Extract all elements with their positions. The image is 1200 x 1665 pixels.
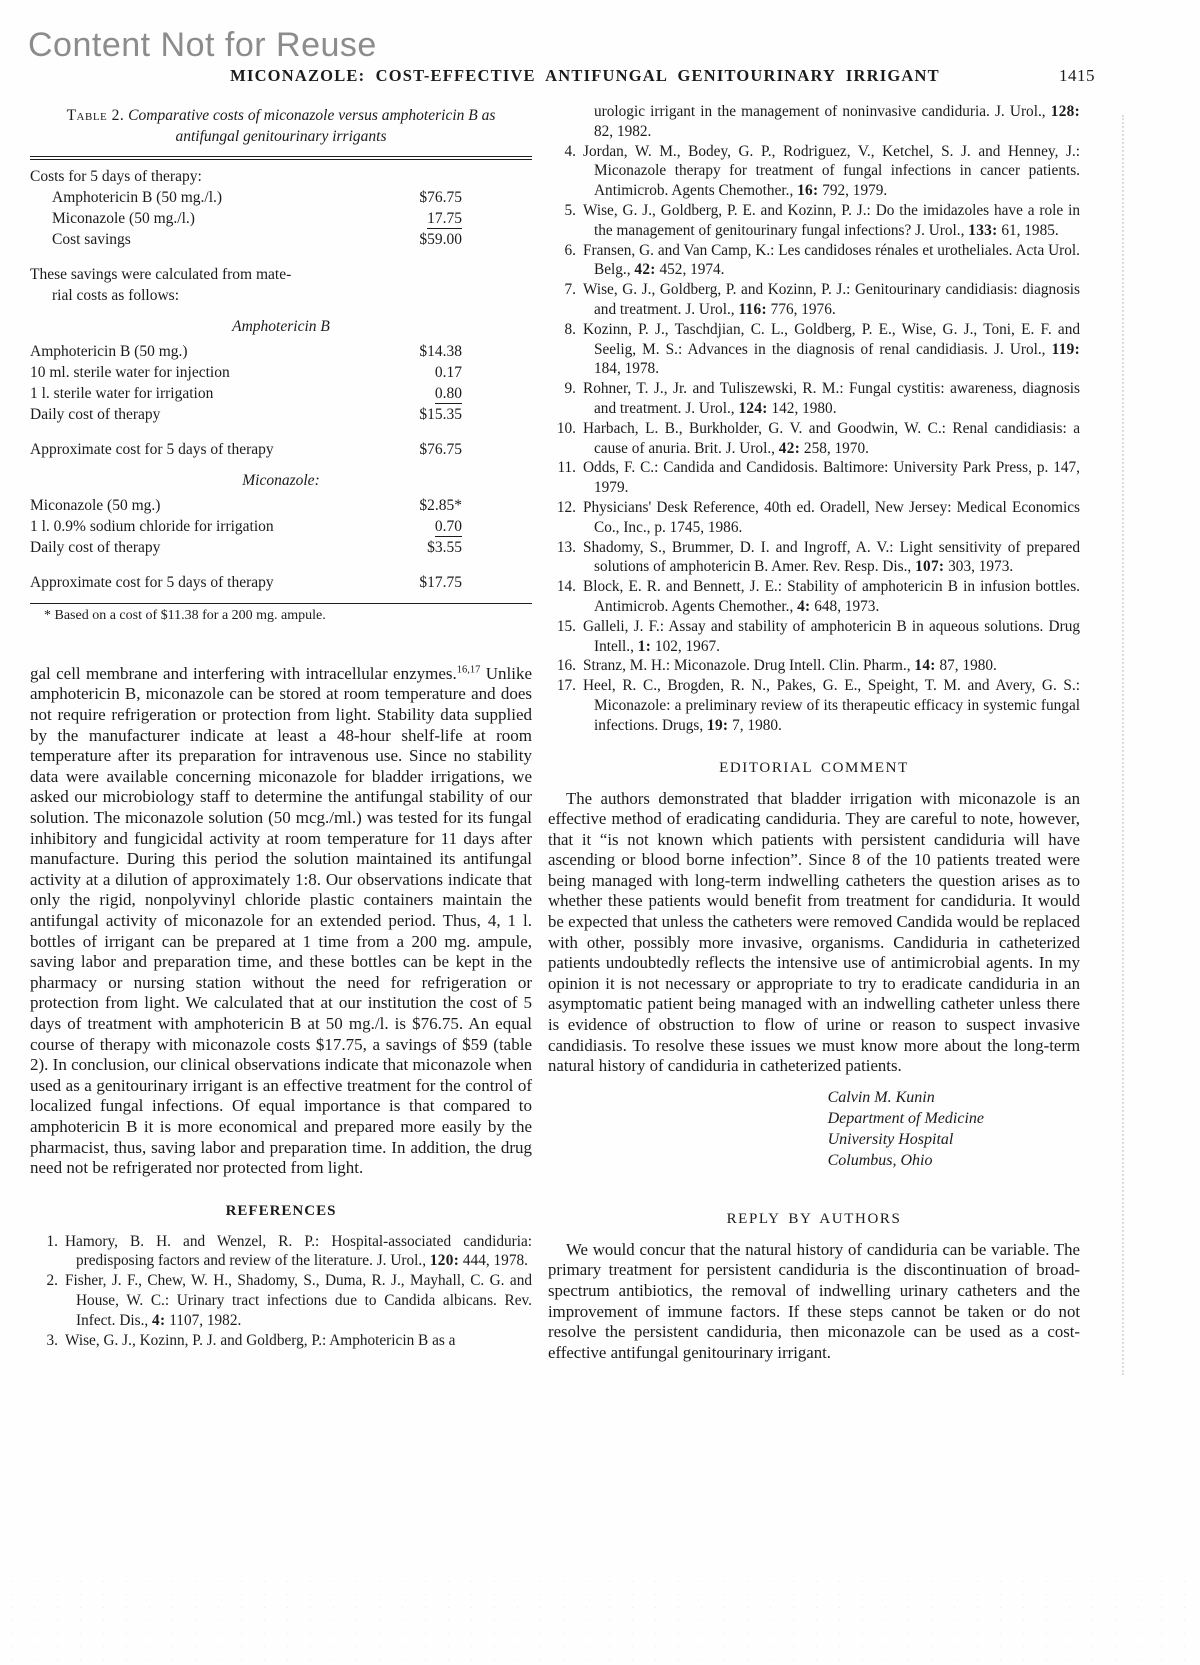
table-row	[30, 166, 532, 187]
reference-item: 9. Rohner, T. J., Jr. and Tuliszewski, R. M.: Fungal cystitis: awareness, diagnosis and treatment. J. Urol., 124: 142, 1980.	[548, 379, 1080, 419]
reference-number: 13.	[556, 538, 576, 556]
page-number: 1415	[1059, 66, 1095, 85]
table-row-label: rial costs as follows:	[52, 286, 179, 304]
reference-number: 4.	[564, 142, 576, 160]
table-caption	[54, 106, 508, 148]
reference-number: 16.	[556, 657, 576, 675]
reference-item: 13. Shadomy, S., Brummer, D. I. and Ingroff, A. V.: Light sensitivity of prepared solutions of amphotericin B. Amer. Rev. Resp. Dis., 107: 303, 1973.	[548, 538, 1080, 578]
reference-item: 7. Wise, G. J., Goldberg, P. and Kozinn, P. J.: Genitourinary candidiasis: diagnosis and treatment. J. Urol., 116: 776, 1976.	[548, 280, 1080, 320]
table-section-heading: Miconazole:	[242, 471, 320, 489]
reference-number: 12.	[556, 498, 576, 516]
body-text-rest: Unlike amphotericin B, miconazole can be stored at room temperature and does not require refrigeration or protection from light. Stability data supplied by the manufacturer indicate at least a 48-hour shelf-life at room temperature after its preparation for intravenous use. Since no stability data were available concerning miconazole for bladder irrigations, we asked our microbiology staff to determine the antifungal stability of our solution. The miconazole solution (50 mcg./ml.) was tested for its fungal inhibitory and fungicidal activity at room temperature for 11 days after manufacture. During this period the solution maintained its antifungal activity at a dilution of approximately 1:8. Our observations indicate that only the rigid, nonpolyvinyl chloride plastic containers maintain the antifungal activity of miconazole for an extended period. Thus, 4, 1 l. bottles of irrigant can be prepared at 1 time from a 200 mg. ampule, saving labor and preparation time, and these bottles can be kept in the pharmacy or nursing station without the need for refrigeration or protection from light. We calculated that at our institution the cost of 5 days of treatment with amphotericin B at 50 mg./l. is $76.75. An equal course of therapy with miconazole costs $17.75, a savings of $59 (table 2). In conclusion, our clinical observations indicate that miconazole when used as a genitourinary irrigant is an effective treatment for the control of localized fungal infections. Of equal importance is that compared to amphotericin B it is more economical and prepared more easily by the pharmacist, thus, saving labor and preparation time. In addition, the drug need not be refrigerated nor protected from light.	[30, 663, 532, 1178]
table-row-value: $76.75	[419, 188, 462, 206]
table-row-value: $17.75	[419, 573, 462, 591]
left-column	[30, 102, 532, 1363]
cost-table-rows	[30, 159, 532, 604]
table-row	[30, 208, 532, 229]
scan-artifact-dotted-line	[1122, 115, 1124, 1375]
scan-artifact-noise	[0, 1575, 1200, 1665]
reference-number: 10.	[556, 419, 576, 437]
reference-item: 4. Jordan, W. M., Bodey, G. P., Rodriguez, V., Ketchel, S. J. and Henney, J.: Miconazole therapy for treatment of fungal infections in cancer patients. Antimicrob. Agents Chemother., 16: 792, 1979.	[548, 142, 1080, 201]
reference-number: 8.	[564, 320, 576, 338]
table-row	[30, 439, 532, 460]
running-head-title: MICONAZOLE: COST-EFFECTIVE ANTIFUNGAL GENITOURINARY IRRIGANT	[230, 66, 940, 85]
reference-number: 2.	[46, 1272, 58, 1290]
signature-line: Department of Medicine	[827, 1109, 984, 1127]
watermark-text: Content Not for Reuse	[28, 26, 377, 64]
table-row	[30, 264, 532, 285]
table-row-label: These savings were calculated from mate-	[30, 265, 292, 283]
reference-item: 17. Heel, R. C., Brogden, R. N., Pakes, G. E., Speight, T. M. and Avery, G. S.: Miconazole: a preliminary review of its therapeutic efficacy in systemic fungal infections. Drugs, 19: 7, 1980.	[548, 676, 1080, 735]
reference-number: 11.	[557, 459, 576, 477]
right-column	[548, 102, 1080, 1363]
signature-line: University Hospital	[827, 1130, 954, 1148]
reference-item: 16. Stranz, M. H.: Miconazole. Drug Intell. Clin. Pharm., 14: 87, 1980.	[548, 656, 1080, 676]
reference-number: 17.	[556, 677, 576, 695]
table-row-value: $2.85*	[419, 496, 462, 514]
signature-line: Calvin M. Kunin	[827, 1088, 935, 1106]
table-row-label: Amphotericin B (50 mg.)	[30, 342, 188, 360]
reference-number: 1.	[46, 1232, 58, 1250]
table-row-value: 0.17	[434, 363, 462, 381]
reference-carryover: urologic irrigant in the management of noninvasive candiduria. J. Urol., 128: 82, 1982.	[594, 103, 1080, 140]
table-caption-text: Comparative costs of miconazole versus amphotericin B as antifungal genitourinary irrigants	[128, 107, 496, 145]
table-row-label: Approximate cost for 5 days of therapy	[30, 573, 274, 591]
reference-item: 2. Fisher, J. F., Chew, W. H., Shadomy, S., Duma, R. J., Mayhall, C. G. and House, W. C.: Urinary tract infections due to Candida albicans. Rev. Infect. Dis., 4: 1107, 1982.	[30, 1271, 532, 1330]
two-column-layout	[30, 102, 1135, 1363]
table-row-label: Approximate cost for 5 days of therapy	[30, 440, 274, 458]
reference-number: 9.	[564, 380, 576, 398]
table-row-label: Miconazole (50 mg./l.)	[52, 209, 195, 227]
cost-table	[30, 156, 532, 604]
citation-superscript: 16,17	[456, 664, 481, 676]
table-row-label: Daily cost of therapy	[30, 405, 161, 423]
reply-paragraph: We would concur that the natural history of candiduria can be variable. The primary treatment for persistent candiduria is the discontinuation of broad-spectrum antibiotics, the removal of indwelling urinary catheters and the improvement of immune factors. If these steps cannot be taken or do not resolve the persistent candiduria, then miconazole can be used as a cost-effective antifungal genitourinary irrigant.	[548, 1239, 1080, 1362]
running-head	[30, 66, 1140, 86]
references-heading: REFERENCES	[225, 1202, 337, 1219]
body-paragraph	[30, 664, 532, 1179]
table-row-label: Cost savings	[52, 230, 131, 248]
reference-item: 1. Hamory, B. H. and Wenzel, R. P.: Hospital-associated candiduria: predisposing factors and review of the literature. J. Urol., 120: 444, 1978.	[30, 1232, 532, 1272]
reference-number: 15.	[556, 617, 576, 635]
table-row-value: 0.70	[434, 517, 462, 535]
table-row-value: $76.75	[419, 440, 462, 458]
reference-item: 11. Odds, F. C.: Candida and Candidosis. Baltimore: University Park Press, p. 147, 1979.	[548, 458, 1080, 498]
reference-item: 5. Wise, G. J., Goldberg, P. E. and Kozinn, P. J.: Do the imidazoles have a role in the management of genitourinary fungal infections? J. Urol., 133: 61, 1985.	[548, 201, 1080, 241]
reference-number: 14.	[556, 578, 576, 596]
table-row-value: $59.00	[419, 230, 462, 248]
table-row-value: $15.35	[419, 405, 462, 423]
reference-number: 6.	[564, 241, 576, 259]
reference-item: 12. Physicians' Desk Reference, 40th ed. Oradell, New Jersey: Medical Economics Co., Inc., p. 1745, 1986.	[548, 498, 1080, 538]
table-row	[30, 495, 532, 516]
table-row-label: Costs for 5 days of therapy:	[30, 167, 202, 185]
table-row-label: Daily cost of therapy	[30, 538, 161, 556]
reference-item: 6. Fransen, G. and Van Camp, K.: Les candidoses rénales et urotheliales. Acta Urol. Belg., 42: 452, 1974.	[548, 241, 1080, 281]
table-row	[30, 572, 532, 593]
table-row	[30, 341, 532, 362]
reference-item: 10. Harbach, L. B., Burkholder, G. V. and Goodwin, W. C.: Renal candidiasis: a cause of anuria. Brit. J. Urol., 42: 258, 1970.	[548, 419, 1080, 459]
reference-number: 3.	[46, 1331, 58, 1349]
body-text-start: gal cell membrane and interfering with intracellular enzymes.	[30, 663, 457, 683]
table-row-value: $14.38	[419, 342, 462, 360]
table-row	[30, 285, 532, 306]
table-row-label: Miconazole (50 mg.)	[30, 496, 161, 514]
table-row	[30, 229, 532, 250]
editorial-signature	[828, 1087, 984, 1171]
table-row-label: 1 l. sterile water for irrigation	[30, 384, 214, 402]
table-footnote: * Based on a cost of $11.38 for a 200 mg. ampule.	[44, 607, 326, 623]
table-row-label: Amphotericin B (50 mg./l.)	[52, 188, 223, 206]
table-row	[30, 404, 532, 425]
table-row	[30, 383, 532, 404]
table-row	[30, 537, 532, 558]
reference-item: 14. Block, E. R. and Bennett, J. E.: Stability of amphotericin B in infusion bottles. Antimicrob. Agents Chemother., 4: 648, 1973.	[548, 577, 1080, 617]
table-row	[30, 516, 532, 537]
reference-number: 7.	[564, 281, 576, 299]
reply-by-authors-heading: REPLY BY AUTHORS	[726, 1210, 902, 1227]
table-row	[30, 187, 532, 208]
reference-item: 8. Kozinn, P. J., Taschdjian, C. L., Goldberg, P. E., Wise, G. J., Toni, E. F. and Seelig, M. S.: Advances in the diagnosis of renal candidiasis. J. Urol., 119: 184, 1978.	[548, 320, 1080, 379]
signature-line: Columbus, Ohio	[827, 1151, 933, 1169]
table-row-label: 1 l. 0.9% sodium chloride for irrigation	[30, 517, 274, 535]
table-row-value: 0.80	[434, 384, 462, 402]
table-row-label: 10 ml. sterile water for injection	[30, 363, 230, 381]
references-list-right	[548, 142, 1080, 736]
table-section-heading: Amphotericin B	[232, 317, 330, 335]
references-list-left	[30, 1232, 532, 1351]
table-row-value: 17.75	[427, 209, 462, 227]
reference-item: 15. Galleli, J. F.: Assay and stability of amphotericin B in aqueous solutions. Drug Intell., 1: 102, 1967.	[548, 617, 1080, 657]
editorial-comment-heading: EDITORIAL COMMENT	[719, 759, 909, 776]
reference-item: 3. Wise, G. J., Kozinn, P. J. and Goldberg, P.: Amphotericin B as a	[30, 1331, 532, 1351]
table-row	[30, 362, 532, 383]
reference-number: 5.	[564, 201, 576, 219]
editorial-comment-paragraph: The authors demonstrated that bladder irrigation with miconazole is an effective method of eradicating candiduria. They are careful to note, however, that it “is not known which patients with persistent candiduria will have ascending or blood borne infection”. Since 8 of the 10 patients treated were being managed with long-term indwelling catheters the question arises as to whether these patients would benefit from treatment for candiduria. It would be expected that unless the catheters were removed Candida would be replaced with other, possibly more invasive, organisms. Candiduria in catheterized patients undoubtedly reflects the intensive use of antimicrobial agents. In my opinion it is not necessary or appropriate to try to eradicate candiduria in an asymptomatic patient being managed with an indwelling catheter unless there is evidence of obstruction to flow of urine or reason to suspect invasive candidiasis. To resolve these issues we must know more about the long-term natural history of candiduria in catheterized patients.	[548, 788, 1080, 1076]
table-caption-label: Table 2.	[66, 107, 125, 124]
table-row-value: $3.55	[427, 538, 462, 556]
